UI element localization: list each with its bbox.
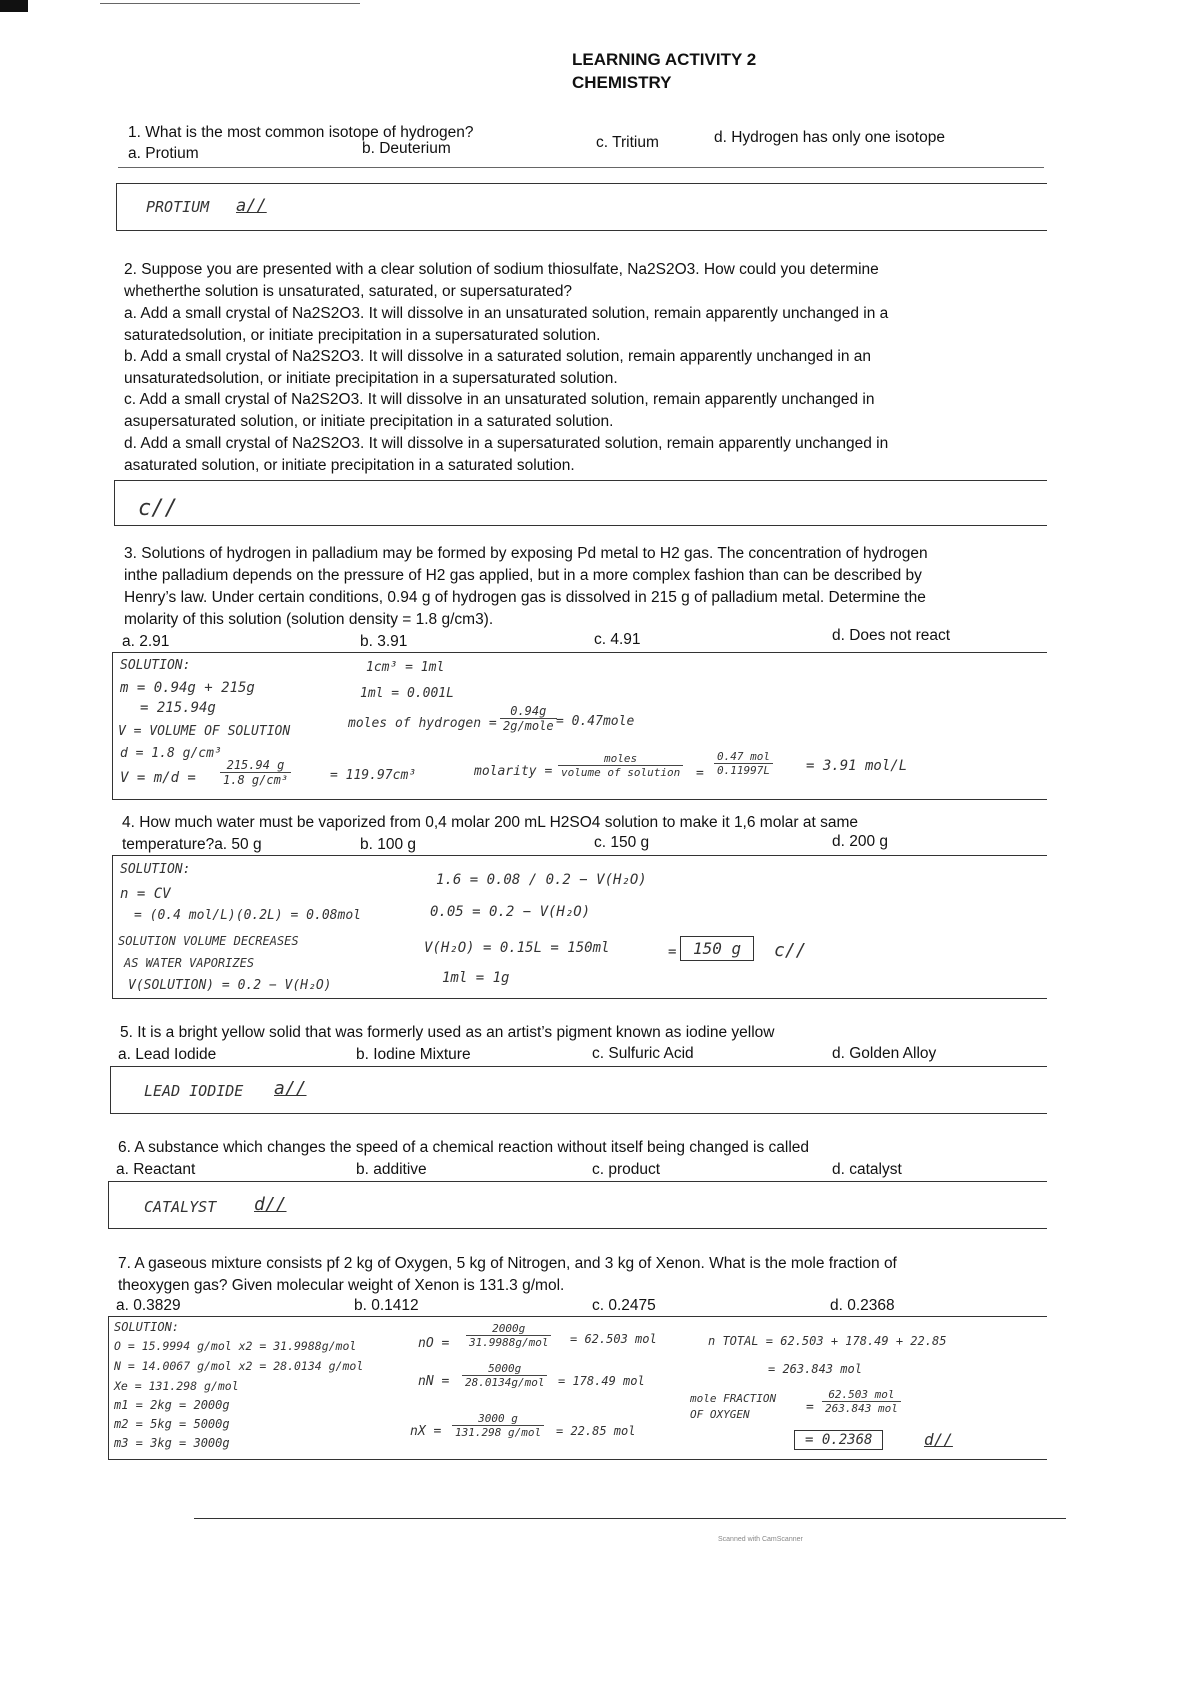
q5-option-b: b. Iodine Mixture	[356, 1046, 471, 1063]
page-title: LEARNING ACTIVITY 2	[572, 50, 757, 69]
q5-grade: a//	[274, 1078, 307, 1099]
q4-text: 4. How much water must be vaporized from 0,4 molar 200 mL H2SO4 solution to make it 1,6 molar at same	[122, 814, 858, 831]
q6-option-c: c. product	[592, 1161, 661, 1178]
q5-option-a: a. Lead Iodide	[118, 1046, 217, 1063]
q1-option-d: d. Hydrogen has only one isotope	[714, 129, 945, 146]
q7-grade: d//	[924, 1430, 953, 1449]
q6-option-d: d. catalyst	[832, 1161, 902, 1178]
q1-option-c: c. Tritium	[596, 134, 659, 151]
q5-text: 5. It is a bright yellow solid that was formerly used as an artist’s pigment known as iodine yellow	[120, 1024, 775, 1041]
q4-grade: c//	[774, 940, 807, 961]
q3-option-a: a. 2.91	[122, 633, 170, 650]
q4-option-a: temperature?a. 50 g	[122, 836, 262, 853]
q1-option-b: b. Deuterium	[362, 140, 451, 157]
q1-answer: PROTIUM	[146, 198, 210, 216]
q1-option-a: a. Protium	[128, 145, 199, 162]
q6-option-b: b. additive	[356, 1161, 427, 1178]
q6-option-a: a. Reactant	[116, 1161, 196, 1178]
q5-answer-box	[110, 1066, 1047, 1114]
q4-final-answer: 150 g	[680, 936, 754, 961]
q6-text: 6. A substance which changes the speed of a chemical reaction without itself being changed is called	[118, 1139, 810, 1156]
q5-option-c: c. Sulfuric Acid	[592, 1045, 694, 1062]
q4-option-d: d. 200 g	[832, 833, 889, 850]
q7-final-answer: = 0.2368	[794, 1430, 883, 1450]
q5-option-d: d. Golden Alloy	[832, 1045, 937, 1062]
q3-option-b: b. 3.91	[360, 633, 408, 650]
bottom-rule	[194, 1518, 1066, 1519]
q5-answer: LEAD IODIDE	[144, 1082, 244, 1100]
top-rule	[100, 3, 360, 4]
q6-answer-box	[108, 1181, 1047, 1229]
scanner-watermark: Scanned with CamScanner	[718, 1536, 803, 1543]
page-subtitle: CHEMISTRY	[572, 73, 672, 92]
q6-answer: CATALYST	[144, 1198, 217, 1216]
q7-option-a: a. 0.3829	[116, 1297, 181, 1314]
scan-mark	[0, 0, 28, 12]
q7-option-b: b. 0.1412	[354, 1297, 419, 1314]
q2-grade: c//	[138, 496, 178, 521]
q2-answer-box	[114, 480, 1047, 526]
q3-option-c: c. 4.91	[594, 631, 641, 648]
q1-grade: a//	[236, 196, 267, 216]
q1-rule	[118, 167, 1044, 168]
q3-option-d: d. Does not react	[832, 627, 951, 644]
q1-text: 1. What is the most common isotope of hydrogen?	[128, 124, 474, 141]
q4-option-c: c. 150 g	[594, 834, 650, 851]
q4-option-b: b. 100 g	[360, 836, 417, 853]
q7-option-d: d. 0.2368	[830, 1297, 895, 1314]
q6-grade: d//	[254, 1194, 287, 1215]
q7-option-c: c. 0.2475	[592, 1297, 656, 1314]
